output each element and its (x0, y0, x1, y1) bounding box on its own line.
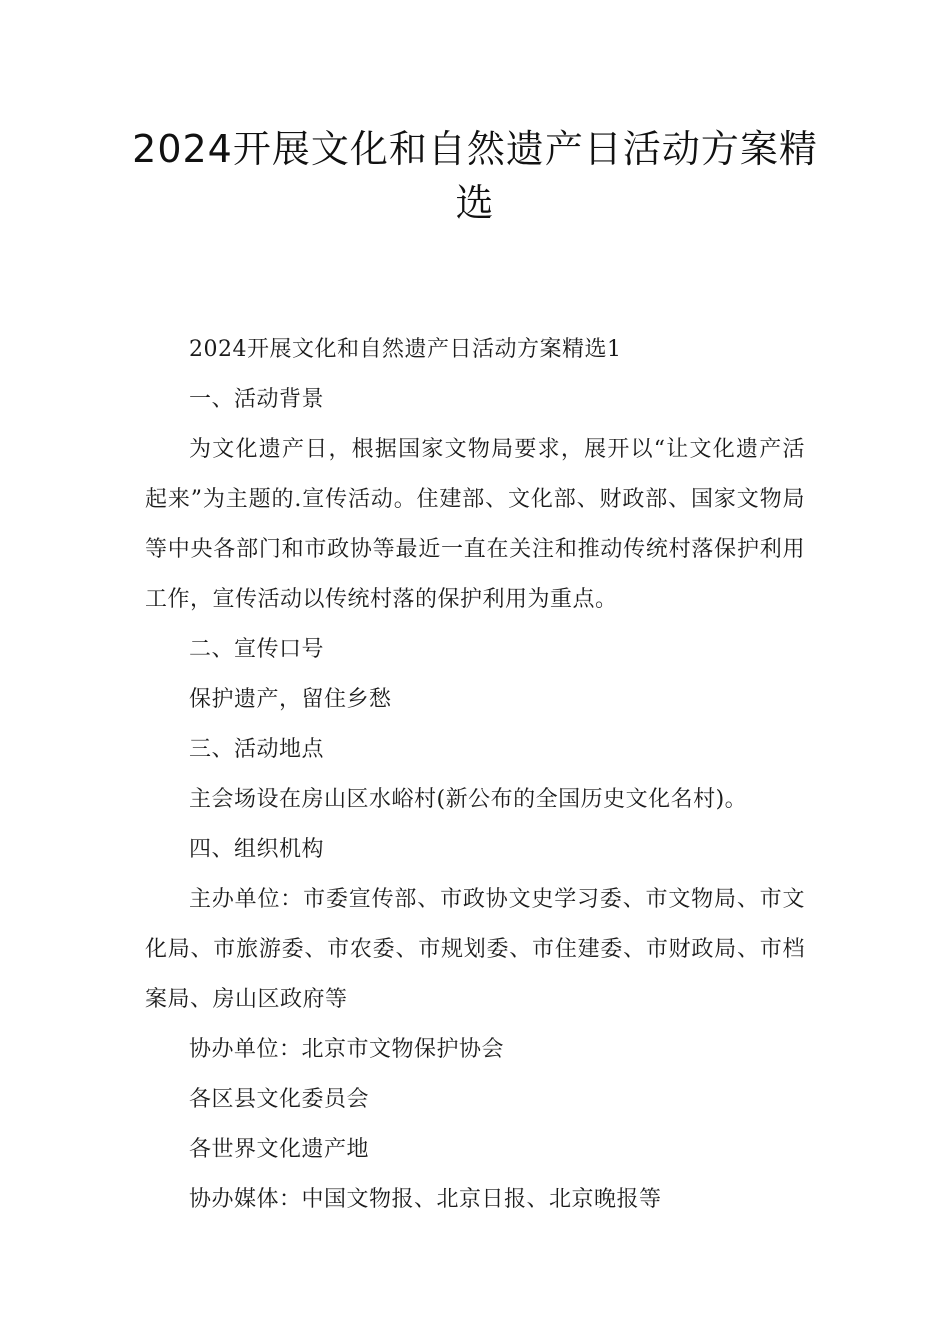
heading-slogan: 二、宣传口号 (189, 637, 325, 662)
section-heading-plan-1: 2024开展文化和自然遗产日活动方案精选1 (189, 337, 622, 362)
document-title: 2024开展文化和自然遗产日活动方案精选 (132, 127, 818, 225)
heading-activity-background: 一、活动背景 (189, 387, 325, 412)
paragraph-co-organizer: 协办单位：北京市文物保护协会 (189, 1037, 505, 1062)
paragraph-media: 协办媒体：中国文物报、北京日报、北京晚报等 (189, 1187, 662, 1212)
paragraph-heritage-sites: 各世界文化遗产地 (189, 1137, 370, 1162)
paragraph-district-committees: 各区县文化委员会 (189, 1087, 370, 1112)
document-body (145, 325, 805, 1225)
paragraph-slogan: 保护遗产，留住乡愁 (189, 687, 392, 712)
heading-location: 三、活动地点 (189, 737, 325, 762)
paragraph-background: 为文化遗产日，根据国家文物局要求，展开以“让文化遗产活起来”为主题的.宣传活动。住建部、文化部、财政部、国家文物局等中央各部门和市政协等最近一直在关注和推动传统村落保护利用工作，宣传活动以传统村落的保护利用为重点。 (145, 437, 805, 612)
heading-organization: 四、组织机构 (189, 837, 325, 862)
paragraph-location: 主会场设在房山区水峪村(新公布的全国历史文化名村)。 (189, 787, 748, 812)
paragraph-organizers: 主办单位：市委宣传部、市政协文史学习委、市文物局、市文化局、市旅游委、市农委、市规划委、市住建委、市财政局、市档案局、房山区政府等 (145, 887, 805, 1012)
